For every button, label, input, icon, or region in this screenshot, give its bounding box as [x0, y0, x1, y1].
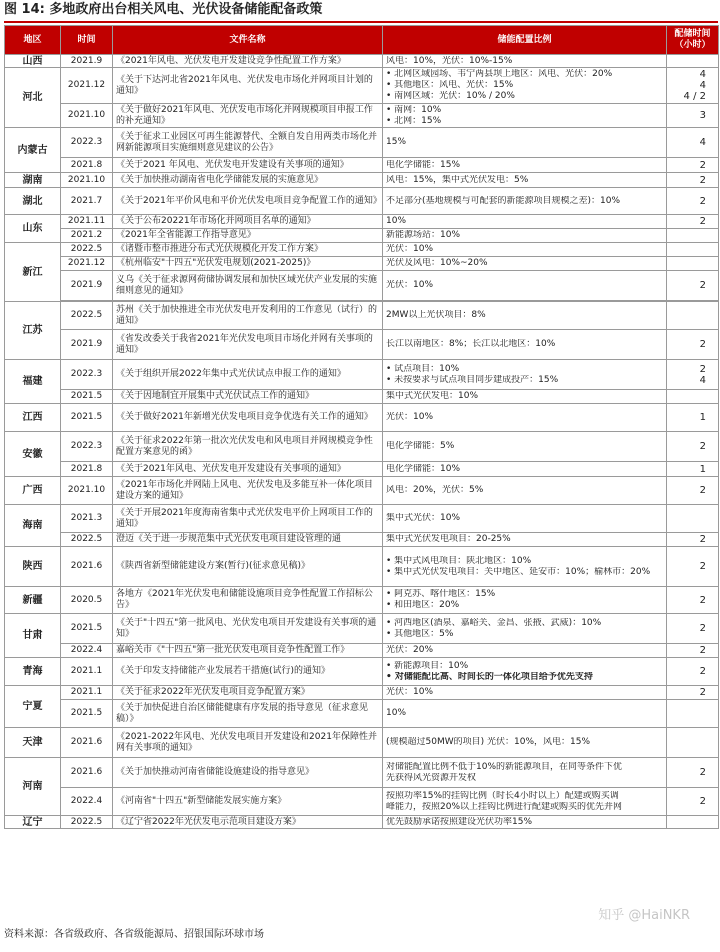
hours-value: 2 [699, 687, 706, 698]
ratio-line: • 河西地区(酒泉、嘉峪关、金昌、张掖、武威)：10% [386, 618, 663, 629]
ratio-cell [383, 360, 667, 390]
hours-value: 2 [699, 767, 706, 778]
table-row [5, 700, 719, 728]
policy-table [4, 25, 719, 829]
time-cell: 2021.10 [61, 477, 113, 505]
ratio-line: 集中式光伏：10% [386, 513, 461, 523]
policy-doc-cell: 《省发改委关于我省2021年光伏发电项目市场化并网有关事项的通知》 [113, 330, 383, 360]
policy-doc-cell: 《关于2021年平价风电和平价光伏发电项目竞争配置工作的通知》 [113, 188, 383, 215]
table-row [5, 390, 719, 404]
hours-value: 2 [699, 666, 706, 677]
time-cell: 2022.4 [61, 788, 113, 816]
time-cell: 2022.5 [61, 243, 113, 257]
policy-doc-cell: 《关于征求工业园区可再生能源替代、全额自发自用两类市场化并网新能源项目实施细则意见建议的公告》 [113, 128, 383, 158]
time-cell: 2021.3 [61, 505, 113, 533]
hours-value: 2 [699, 216, 706, 227]
hours-value: 2 [699, 174, 706, 186]
hours-cell [667, 360, 719, 390]
ratio-line: 光伏：10% [386, 412, 434, 422]
ratio-cell [383, 505, 667, 533]
ratio-line: 新能源场站：10% [386, 230, 461, 240]
watermark: 知乎 @HaiNKR [598, 908, 690, 923]
ratio-line: (规模超过50MW的项目) 光伏：10%，风电：15% [386, 737, 591, 747]
hours-cell [667, 758, 719, 788]
time-cell: 2021.2 [61, 229, 113, 243]
ratio-cell [383, 614, 667, 644]
region-cell: 山西 [5, 55, 61, 68]
ratio-cell [383, 330, 667, 360]
ratio-line: 光伏及风电：10%~20% [386, 258, 488, 268]
region-cell: 陕西 [5, 547, 61, 587]
ratio-line: 不足部分(基地规模与可配套的新能源项目规模之差)：10% [386, 195, 621, 206]
hours-cell [667, 644, 719, 658]
region-cell: 福建 [5, 360, 61, 404]
ratio-line: • 对储能配比高、时间长的一体化项目给予优先支持 [386, 672, 663, 683]
ratio-line: 电化学储能：10% [386, 463, 461, 474]
time-cell: 2021.6 [61, 758, 113, 788]
ratio-line: 电化学储能：5% [386, 441, 455, 451]
region-cell: 青海 [5, 658, 61, 686]
ratio-cell [383, 158, 667, 173]
hours-cell [667, 700, 719, 728]
time-cell: 2021.8 [61, 462, 113, 477]
ratio-line: • 和田地区：20% [386, 600, 663, 611]
region-cell: 湖南 [5, 173, 61, 188]
ratio-line: 先获得风光资源开发权 [386, 772, 477, 783]
policy-doc-cell: 《辽宁省2022年光伏发电示范项目建设方案》 [113, 816, 383, 829]
table-row [5, 533, 719, 547]
policy-doc-cell: 《关于加快推动湖南省电化学储能发展的实施意见》 [113, 173, 383, 188]
ratio-line: 优先鼓励承诺按照建设光伏功率15% [386, 816, 533, 827]
table-row [5, 257, 719, 271]
region-cell: 甘肃 [5, 614, 61, 658]
header-region: 地区 [5, 26, 61, 55]
hours-value: 2 [699, 441, 706, 452]
ratio-line: • 南网：10% [386, 105, 663, 116]
hours-cell [667, 215, 719, 229]
policy-doc-cell: 《关于征求2022年第一批次光伏发电和风电项目并网规模竞争性配置方案意见的函》 [113, 432, 383, 462]
table-row [5, 173, 719, 188]
table-row [5, 477, 719, 505]
hours-cell [667, 229, 719, 243]
time-cell: 2021.1 [61, 658, 113, 686]
hours-cell [667, 533, 719, 547]
ratio-cell [383, 55, 667, 68]
hours-value: 4 [699, 374, 706, 386]
table-row [5, 215, 719, 229]
table-row [5, 302, 719, 330]
hours-cell [667, 505, 719, 533]
policy-doc-cell: 《2021年风电、光伏发电开发建设竞争性配置工作方案》 [113, 55, 383, 68]
ratio-line: • 集中式光伏发电项目：关中地区、延安市：10%；榆林市：20% [386, 567, 663, 578]
table-row [5, 432, 719, 462]
ratio-line: 峰能力，按照20%以上挂钩比例进行配建或购买的优先并网 [386, 801, 623, 812]
region-cell: 广西 [5, 477, 61, 505]
policy-doc-cell: 《关于"十四五"第一批风电、光伏发电项目开发建设有关事项的通知》 [113, 614, 383, 644]
hours-value: 2 [699, 561, 706, 572]
source-note: 资料来源：各省级政府、各省级能源局、招银国际环球市场 [4, 929, 264, 940]
table-row [5, 158, 719, 173]
hours-cell [667, 462, 719, 477]
time-cell: 2021.12 [61, 257, 113, 271]
ratio-line: 10% [386, 216, 407, 226]
header-time: 时间 [61, 26, 113, 55]
time-cell: 2021.12 [61, 68, 113, 104]
time-cell: 2022.3 [61, 432, 113, 462]
ratio-line: • 未按要求与试点项目同步建成投产：15% [386, 375, 663, 386]
hours-cell [667, 271, 719, 301]
policy-doc-cell: 《河南省"十四五"新型储能发展实施方案》 [113, 788, 383, 816]
policy-doc-cell: 《关于印发支持储能产业发展若干措施(试行)的通知》 [113, 658, 383, 686]
table-header-row [5, 26, 719, 55]
table-row [5, 360, 719, 390]
region-cell: 江苏 [5, 302, 61, 360]
region-cell: 河南 [5, 758, 61, 816]
table-row [5, 686, 719, 700]
time-cell: 2021.5 [61, 614, 113, 644]
policy-doc-cell: 《关于下达河北省2021年风电、光伏发电市场化并网项目计划的通知》 [113, 68, 383, 104]
hours-cell [667, 55, 719, 68]
hours-value: 2 [699, 594, 706, 606]
ratio-line: 15% [386, 137, 407, 147]
ratio-cell [383, 68, 667, 104]
policy-doc-cell: 《关于加快推动河南省储能设施建设的指导意见》 [113, 758, 383, 788]
time-cell: 2022.3 [61, 360, 113, 390]
time-cell: 2021.1 [61, 686, 113, 700]
hours-cell [667, 816, 719, 829]
policy-doc-cell: 苏州《关于加快推进全市光伏发电开发利用的工作意见（试行）的通知》 [113, 302, 383, 330]
region-cell: 辽宁 [5, 816, 61, 829]
hours-value: 4 [699, 80, 706, 91]
ratio-line: • 北网区域园场、韦宁两县坝上地区：风电、光伏：20% [386, 69, 663, 80]
ratio-cell [383, 128, 667, 158]
ratio-line: 光伏：20% [386, 645, 434, 655]
time-cell: 2021.8 [61, 158, 113, 173]
hours-cell [667, 104, 719, 128]
policy-doc-cell: 嘉峪关市《"十四五"第一批光伏发电项目竞争性配置工作》 [113, 644, 383, 658]
hours-value: 4 [699, 137, 706, 148]
ratio-cell [383, 302, 667, 330]
hours-cell [667, 390, 719, 404]
hours-cell [667, 158, 719, 173]
ratio-cell [383, 462, 667, 477]
ratio-line: • 阿克苏、喀什地区：15% [386, 589, 663, 600]
time-cell: 2021.9 [61, 330, 113, 360]
hours-value: 2 [699, 485, 706, 496]
hours-value: 2 [699, 159, 706, 171]
ratio-line: 对储能配置比例不低于10%的新能源项目，在同等条件下优 [386, 761, 623, 772]
table-row [5, 330, 719, 360]
policy-doc-cell: 《关于2021年风电、光伏发电开发建设有关事项的通知》 [113, 462, 383, 477]
time-cell: 2021.6 [61, 547, 113, 587]
table-row [5, 68, 719, 104]
hours-value: 4 / 2 [683, 91, 706, 102]
policy-doc-cell: 《关于征求2022年光伏发电项目竞争配置方案》 [113, 686, 383, 700]
header-hours: 配储时间（小时） [667, 26, 719, 55]
time-cell: 2021.10 [61, 173, 113, 188]
table-row [5, 271, 719, 301]
hours-value: 2 [699, 623, 706, 634]
policy-doc-cell: 《关于2021 年风电、光伏发电开发建设有关事项的通知》 [113, 158, 383, 173]
hours-cell [667, 432, 719, 462]
region-cell: 湖北 [5, 188, 61, 215]
ratio-line: • 其他地区：5% [386, 629, 663, 640]
hours-cell [667, 330, 719, 360]
hours-cell [667, 728, 719, 758]
hours-value: 3 [699, 110, 706, 121]
ratio-cell [383, 644, 667, 658]
ratio-cell [383, 700, 667, 728]
policy-doc-cell: 《关于开展2021年度海南省集中式光伏发电平价上网项目工作的通知》 [113, 505, 383, 533]
hours-value: 2 [699, 280, 706, 291]
region-cell: 江西 [5, 404, 61, 432]
table-row [5, 614, 719, 644]
hours-value: 2 [699, 195, 706, 207]
time-cell: 2022.5 [61, 302, 113, 330]
ratio-line: 电化学储能：15% [386, 159, 461, 170]
table-row [5, 188, 719, 215]
ratio-cell [383, 229, 667, 243]
region-cell: 河北 [5, 68, 61, 128]
hours-cell [667, 173, 719, 188]
time-cell: 2020.5 [61, 587, 113, 614]
ratio-cell [383, 215, 667, 229]
policy-doc-cell: 《2021年市场化并网陆上风电、光伏发电及多能互补一体化项目建设方案的通知》 [113, 477, 383, 505]
hours-cell [667, 68, 719, 104]
hours-cell [667, 614, 719, 644]
ratio-cell [383, 788, 667, 816]
table-row [5, 243, 719, 257]
region-cell: 新疆 [5, 587, 61, 614]
ratio-line: • 新能源项目：10% [386, 661, 663, 672]
region-cell: 海南 [5, 505, 61, 547]
ratio-cell [383, 188, 667, 215]
hours-value: 4 [699, 69, 706, 80]
policy-doc-cell: 《杭州临安"十四五"光伏发电规划(2021-2025)》 [113, 257, 383, 271]
ratio-line: • 北网：15% [386, 116, 663, 127]
time-cell: 2021.6 [61, 728, 113, 758]
policy-doc-cell: 《陕西省新型储能建设方案(暂行)(征求意见稿)》 [113, 547, 383, 587]
ratio-cell [383, 686, 667, 700]
region-cell: 内蒙古 [5, 128, 61, 173]
ratio-cell [383, 587, 667, 614]
time-cell: 2021.5 [61, 404, 113, 432]
ratio-line: 2MW以上光伏项目：8% [386, 310, 486, 320]
ratio-line: 风电：15%，集中式光伏发电：5% [386, 174, 529, 185]
ratio-cell [383, 271, 667, 301]
ratio-line: 风电：20%，光伏：5% [386, 485, 484, 495]
ratio-cell [383, 243, 667, 257]
hours-value: 2 [699, 534, 706, 545]
ratio-line: 光伏：10% [386, 244, 434, 254]
ratio-line: 10% [386, 708, 407, 718]
region-cell: 安徽 [5, 432, 61, 477]
ratio-line: • 其他地区：风电、光伏：15% [386, 80, 663, 91]
policy-doc-cell: 《关于公布20221年市场化并网项目名单的通知》 [113, 215, 383, 229]
ratio-line: 光伏：10% [386, 280, 434, 290]
policy-doc-cell: 澄迈《关于进一步规范集中式光伏发电项目建设管理的通 [113, 533, 383, 547]
ratio-line: 按照功率15%的挂钩比例（时长4小时以上）配建或购买调 [386, 790, 619, 801]
table-row [5, 788, 719, 816]
policy-doc-cell: 《诸暨市整市推进分布式光伏规模化开发工作方案》 [113, 243, 383, 257]
hours-cell [667, 188, 719, 215]
time-cell: 2022.4 [61, 644, 113, 658]
ratio-line: 光伏：10% [386, 687, 434, 697]
region-cell: 山东 [5, 215, 61, 243]
policy-doc-cell: 《2021年全省能源工作指导意见》 [113, 229, 383, 243]
hours-value: 2 [699, 339, 706, 350]
ratio-cell [383, 728, 667, 758]
time-cell: 2021.9 [61, 271, 113, 301]
region-cell: 新江 [5, 243, 61, 302]
ratio-cell [383, 173, 667, 188]
ratio-cell [383, 547, 667, 587]
table-row [5, 758, 719, 788]
hours-cell [667, 788, 719, 816]
region-cell: 天津 [5, 728, 61, 758]
ratio-line: 风电：10%，光伏：10%-15% [386, 55, 513, 66]
policy-doc-cell: 《2021-2022年风电、光伏发电项目开发建设和2021年保障性并网有关事项的通知》 [113, 728, 383, 758]
hours-cell [667, 547, 719, 587]
ratio-line: 集中式光伏发电：10% [386, 391, 479, 401]
title-rule [4, 21, 718, 23]
hours-cell [667, 477, 719, 505]
hours-cell [667, 587, 719, 614]
ratio-cell [383, 104, 667, 128]
table-row [5, 658, 719, 686]
ratio-cell [383, 477, 667, 505]
table-row [5, 587, 719, 614]
ratio-cell [383, 390, 667, 404]
figure-title: 图 14: 多地政府出台相关风电、光伏设备储能配备政策 [4, 2, 323, 17]
ratio-cell [383, 533, 667, 547]
time-cell: 2021.9 [61, 55, 113, 68]
table-row [5, 644, 719, 658]
hours-cell [667, 686, 719, 700]
ratio-cell [383, 257, 667, 271]
table-row [5, 462, 719, 477]
table-row [5, 128, 719, 158]
ratio-line: 长江以南地区：8%；长江以北地区：10% [386, 339, 556, 349]
ratio-line: 集中式光伏发电项目：20-25% [386, 534, 511, 544]
header-doc: 文件名称 [113, 26, 383, 55]
hours-value: 2 [699, 363, 706, 375]
ratio-line: • 南网区域：光伏：10% / 20% [386, 91, 663, 102]
ratio-cell [383, 816, 667, 829]
table-row [5, 55, 719, 68]
time-cell: 2021.5 [61, 390, 113, 404]
time-cell: 2021.10 [61, 104, 113, 128]
hours-value: 1 [699, 412, 706, 423]
ratio-cell [383, 404, 667, 432]
region-cell: 宁夏 [5, 686, 61, 728]
hours-cell [667, 243, 719, 257]
policy-doc-cell: 《关于组织开展2022年集中式光伏试点申报工作的通知》 [113, 360, 383, 390]
table-body [5, 55, 719, 829]
policy-doc-cell: 《关于做好2021年新增光伏发电项目竞争优选有关工作的通知》 [113, 404, 383, 432]
policy-doc-cell: 义乌《关于征求源网荷储协调发展和加快区域光伏产业发展的实施细则意见的通知》 [113, 271, 383, 301]
table-row [5, 505, 719, 533]
table-row [5, 404, 719, 432]
hours-value: 1 [699, 463, 706, 475]
table-row [5, 229, 719, 243]
hours-value: 2 [699, 796, 706, 807]
policy-doc-cell: 各地方《2021年光伏发电和储能设施项目竞争性配置工作招标公告》 [113, 587, 383, 614]
policy-doc-cell: 《关于因地制宜开展集中式光伏试点工作的通知》 [113, 390, 383, 404]
time-cell: 2021.5 [61, 700, 113, 728]
table-row [5, 104, 719, 128]
policy-doc-cell: 《关于做好2021年风电、光伏发电市场化并网规模项目申报工作的补充通知》 [113, 104, 383, 128]
time-cell: 2021.7 [61, 188, 113, 215]
ratio-line: • 试点项目：10% [386, 364, 663, 375]
time-cell: 2022.3 [61, 128, 113, 158]
header-ratio: 储能配置比例 [383, 26, 667, 55]
table-row [5, 728, 719, 758]
hours-cell [667, 257, 719, 271]
time-cell: 2021.11 [61, 215, 113, 229]
ratio-cell [383, 758, 667, 788]
hours-cell [667, 128, 719, 158]
hours-cell [667, 404, 719, 432]
time-cell: 2022.5 [61, 533, 113, 547]
table-row [5, 816, 719, 829]
hours-value: 2 [699, 645, 706, 656]
ratio-cell [383, 658, 667, 686]
hours-cell [667, 658, 719, 686]
policy-doc-cell: 《关于加快促进自治区储能健康有序发展的指导意见（征求意见稿）》 [113, 700, 383, 728]
ratio-cell [383, 432, 667, 462]
table-row [5, 547, 719, 587]
hours-cell [667, 302, 719, 330]
ratio-line: • 集中式风电项目：陕北地区：10% [386, 556, 663, 567]
time-cell: 2022.5 [61, 816, 113, 829]
